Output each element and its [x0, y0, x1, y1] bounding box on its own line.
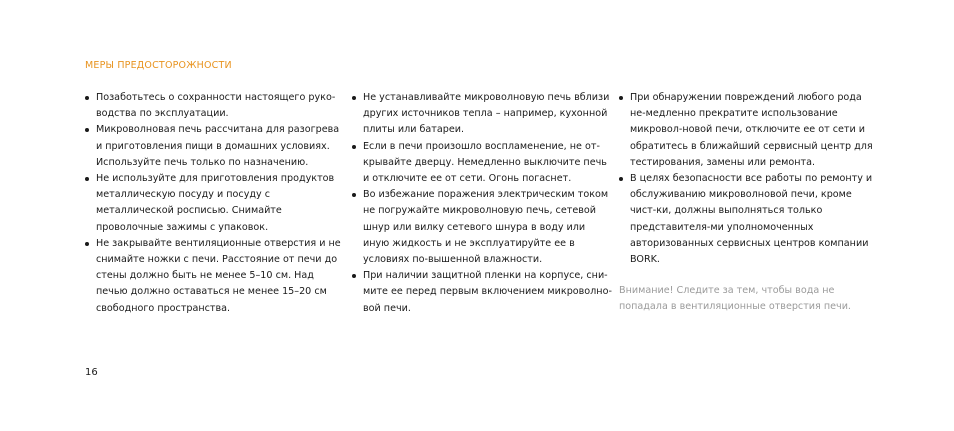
column-2: [352, 90, 612, 317]
list-item: Не устанавливайте микроволновую печь вблизи других источников тепла – например, кухонной плиты или батареи.: [352, 90, 612, 139]
page-number: 16: [85, 367, 98, 378]
list-item: Не используйте для приготовления продуктов металлическую посуду и посуду с металлической росписью. Снимайте проволочные зажимы с упаковок.: [85, 171, 345, 236]
list-item: Позаботьтесь о сохранности настоящего руко-водства по эксплуатации.: [85, 90, 345, 122]
precautions-list-1: [85, 90, 345, 317]
list-item: Если в печи произошло воспламенение, не от-крывайте дверцу. Немедленно выключите печь и отключите ее от сети. Огонь погаснет.: [352, 139, 612, 188]
precautions-list-2: [352, 90, 612, 317]
list-item: Не закрывайте вентиляционные отверстия и не снимайте ножки с печи. Расстояние от печи до стены должно быть не менее 5–10 см. Над печью должно оставаться не менее 15–20 см свободного пространства.: [85, 236, 345, 317]
column-3: [619, 90, 879, 316]
list-item: При наличии защитной пленки на корпусе, сни-мите ее перед первым включением микроволно-вой печи.: [352, 268, 612, 317]
warning-note: Внимание! Следите за тем, чтобы вода не попадала в вентиляционные отверстия печи.: [619, 285, 851, 313]
list-item: Микроволновая печь рассчитана для разогрева и приготовления пищи в домашних условиях. Используйте печь только по назначению.: [85, 122, 345, 171]
list-item: При обнаружении повреждений любого рода не-медленно прекратите использование микровол-новой печи, отключите ее от сети и обратитесь в ближайший сервисный центр для тестирования, замены или ремонта.: [619, 90, 879, 171]
list-item: В целях безопасности все работы по ремонту и обслуживанию микроволновой печи, кроме чист-ки, должны выполняться только представителя-ми уполномоченных авторизованных сервисных центров компании BORK.: [619, 171, 879, 268]
section-title: МЕРЫ ПРЕДОСТОРОЖНОСТИ: [85, 60, 232, 71]
precautions-list-3: [619, 90, 879, 268]
column-1: [85, 90, 345, 317]
list-item: Во избежание поражения электрическим током не погружайте микроволновую печь, сетевой шнур или вилку сетевого шнура в воду или иную жидкость и не эксплуатируйте ее в условиях по-вышенной влажности.: [352, 187, 612, 268]
